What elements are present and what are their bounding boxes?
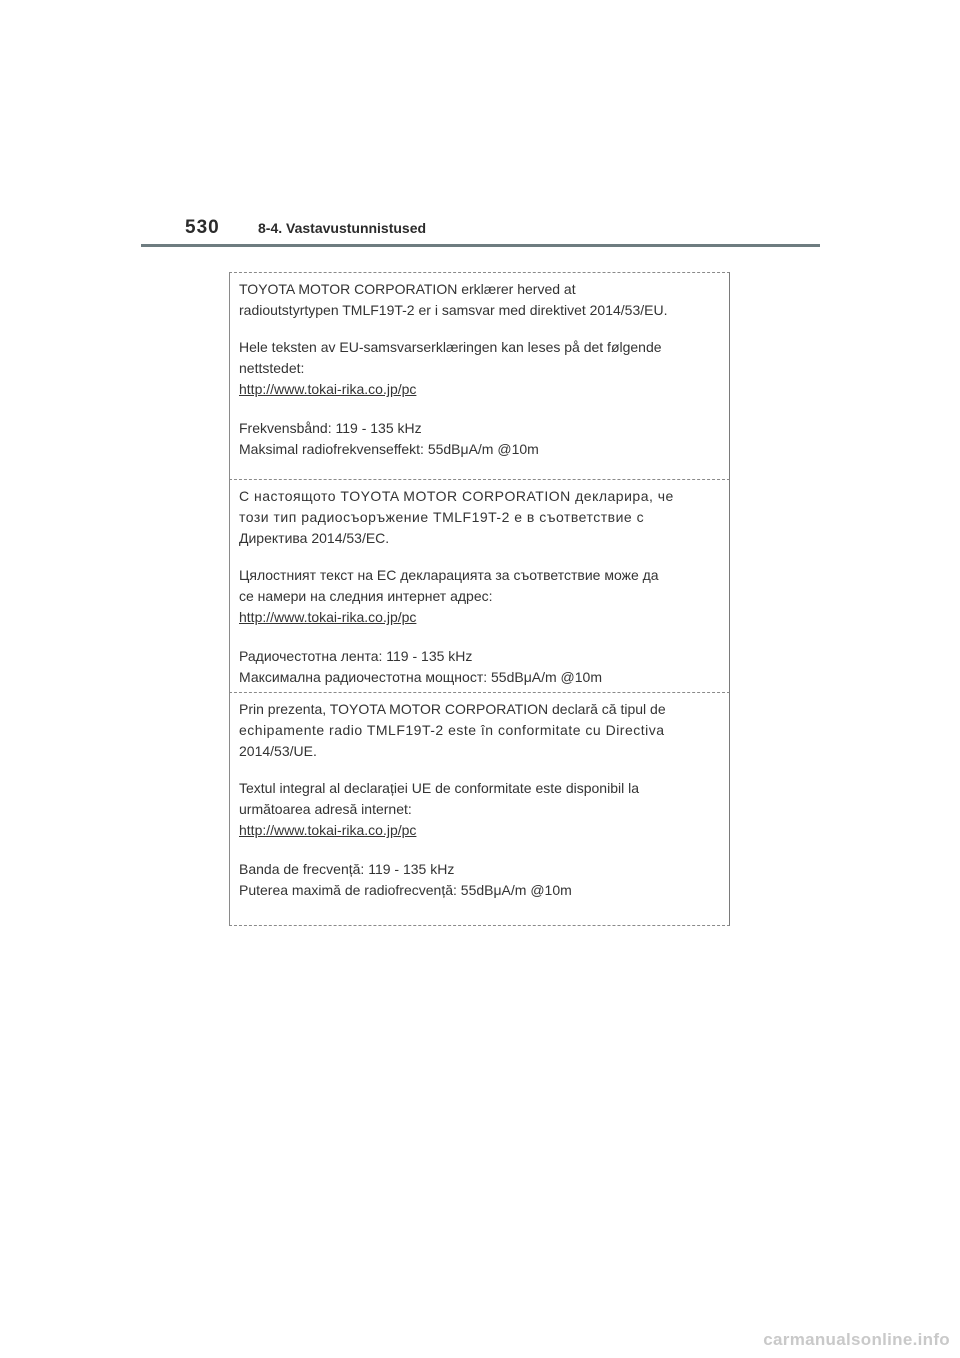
intro-line: Prin prezenta, TOYOTA MOTOR CORPORATION declară că tipul de	[239, 701, 666, 717]
intro-line: С настоящото TOYOTA MOTOR CORPORATION декларира, че	[239, 488, 674, 504]
declaration-url-link[interactable]: http://www.tokai-rika.co.jp/pc	[239, 381, 417, 397]
intro-line: TOYOTA MOTOR CORPORATION erklærer herved at	[239, 281, 576, 297]
intro-line: Директива 2014/53/ЕС.	[239, 530, 390, 546]
text-line: Textul integral al declarației UE de conformitate este disponibil la	[239, 780, 639, 796]
page-header	[141, 214, 820, 248]
declaration-romanian-text	[239, 699, 705, 901]
section-title: 8-4. Vastavustunnistused	[258, 220, 427, 236]
intro-line: този тип радиосъоръжение TMLF19T-2 е в съответствие с	[239, 509, 645, 525]
page-number: 530	[185, 217, 220, 238]
intro-line: 2014/53/UE.	[239, 743, 317, 759]
declaration-url-link[interactable]: http://www.tokai-rika.co.jp/pc	[239, 609, 417, 625]
text-line: Цялостният текст на ЕС декларацията за съответствие може да	[239, 567, 659, 583]
text-line: următoarea adresă internet:	[239, 801, 412, 817]
declaration-norwegian-text	[239, 279, 705, 460]
declaration-bulgarian-text	[239, 486, 705, 688]
power-line: Puterea maximă de radiofrecvență: 55dBμA/m @10m	[239, 882, 572, 898]
header-divider	[141, 244, 820, 247]
declaration-bulgarian	[229, 479, 730, 692]
intro-line: echipamente radio TMLF19T-2 este în conformitate cu Directiva	[239, 722, 665, 738]
power-line: Maksimal radiofrekvenseffekt: 55dBμA/m @10m	[239, 441, 539, 457]
text-line: Hele teksten av EU-samsvarserklæringen kan leses på det følgende	[239, 339, 662, 355]
watermark: carmanualsonline.info	[763, 1330, 950, 1349]
declaration-url-link[interactable]: http://www.tokai-rika.co.jp/pc	[239, 822, 417, 838]
frequency-line: Banda de frecvență: 119 - 135 kHz	[239, 861, 455, 877]
frequency-line: Радиочестотна лента: 119 - 135 kHz	[239, 648, 473, 664]
intro-line: radioutstyrtypen TMLF19T-2 er i samsvar med direktivet 2014/53/EU.	[239, 302, 668, 318]
declaration-norwegian	[229, 272, 730, 479]
declaration-romanian	[229, 692, 730, 926]
text-line: nettstedet:	[239, 360, 305, 376]
frequency-line: Frekvensbånd: 119 - 135 kHz	[239, 420, 422, 436]
power-line: Максимална радиочестотна мощност: 55dBμA/m @10m	[239, 669, 602, 685]
text-line: се намери на следния интернет адрес:	[239, 588, 493, 604]
